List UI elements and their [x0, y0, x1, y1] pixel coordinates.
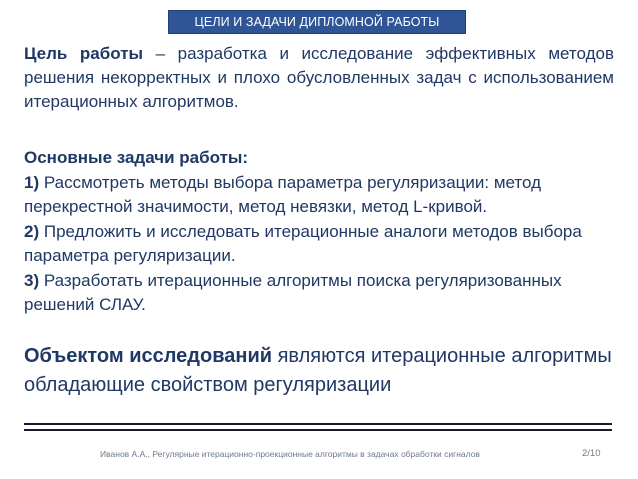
goal-paragraph — [24, 42, 614, 114]
object-label: Объектом исследований — [24, 345, 273, 367]
object-paragraph — [24, 342, 614, 400]
footer-divider-top — [24, 423, 612, 425]
footer-citation: Иванов А.А., Регулярные итерационно-проекционные алгоритмы в задачах обработки сигналов — [100, 449, 480, 459]
tasks-title: Основные задачи работы: — [24, 148, 249, 167]
slide-title: ЦЕЛИ И ЗАДАЧИ ДИПЛОМНОЙ РАБОТЫ — [168, 10, 466, 34]
task-item — [24, 269, 614, 318]
object-text: являются итерационные алгоритмы обладающие свойством регуляризации — [24, 345, 612, 396]
tasks-section — [24, 146, 614, 318]
page-number: 2/10 — [582, 448, 601, 459]
task-text: Разработать итерационные алгоритмы поиска регуляризованных решений СЛАУ. — [24, 270, 562, 314]
task-number: 1) — [24, 172, 40, 192]
task-text: Предложить и исследовать итерационные аналоги методов выбора параметра регуляризации. — [24, 221, 582, 265]
task-item — [24, 171, 614, 220]
task-text: Рассмотреть методы выбора параметра регуляризации: метод перекрестной значимости, метод невязки, метод L-кривой. — [24, 172, 542, 216]
task-item — [24, 220, 614, 269]
task-number: 3) — [24, 270, 40, 290]
task-number: 2) — [24, 221, 40, 241]
goal-label: Цель работы — [24, 44, 144, 63]
footer-divider-bottom — [24, 429, 612, 431]
goal-text: – разработка и исследование эффективных методов решения некорректных и плохо обусловленных задач с использованием итерационных алгоритмов. — [24, 44, 614, 111]
